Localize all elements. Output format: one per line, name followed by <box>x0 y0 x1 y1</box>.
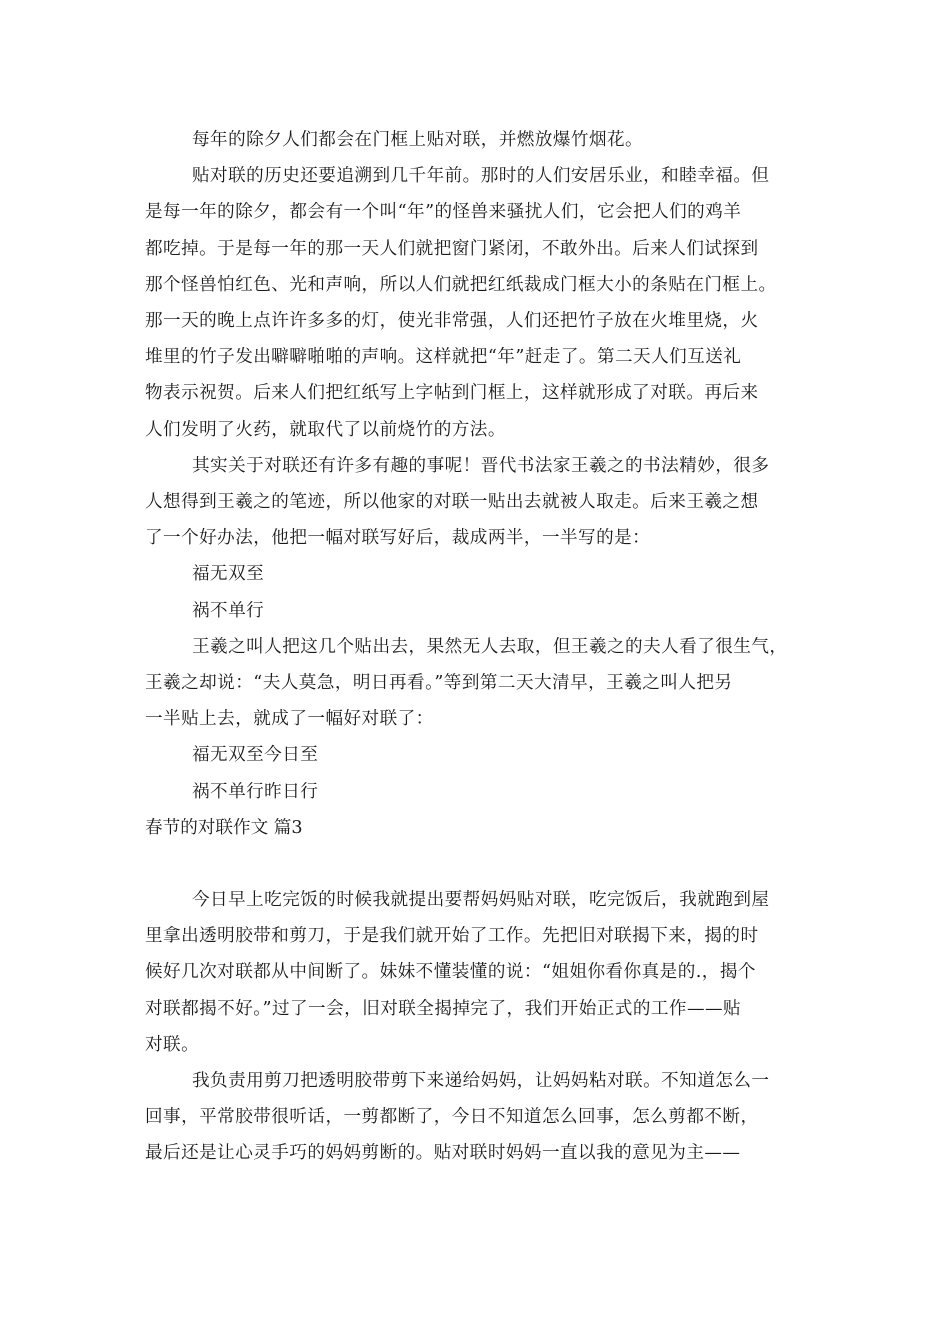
text-line: 堆里的竹子发出噼噼啪啪的声响。这样就把“年”赶走了。第二天人们互送礼 <box>145 347 742 368</box>
text-line: 王羲之却说：“夫人莫急，明日再看。”等到第二天大清早，王羲之叫人把另 <box>145 673 733 694</box>
text-line: 对联都揭不好。”过了一会，旧对联全揭掉完了，我们开始正式的工作——贴 <box>145 998 742 1019</box>
essay-section-2 <box>145 882 825 1172</box>
text-line: 回事，平常胶带很听话，一剪都断了，今日不知道怎么回事，怎么剪都不断， <box>145 1107 759 1128</box>
text-line: 其实关于对联还有许多有趣的事呢！晋代书法家王羲之的书法精妙，很多 <box>192 455 770 476</box>
essay-heading-block <box>145 810 825 846</box>
text-line: 是每一年的除夕，都会有一个叫“年”的怪兽来骚扰人们，它会把人们的鸡羊 <box>145 202 742 223</box>
text-line: 那一天的晚上点许许多多的灯，使光非常强，人们还把竹子放在火堆里烧，火 <box>145 311 759 332</box>
text-line: 王羲之叫人把这几个贴出去，果然无人去取，但王羲之的夫人看了很生气， <box>192 636 788 657</box>
text-line: 对联。 <box>145 1034 200 1055</box>
text-line: 福无双至 <box>192 564 265 585</box>
text-line: 了一个好办法，他把一幅对联写好后，裁成两半，一半写的是： <box>145 528 651 549</box>
essay-section-1 <box>145 122 825 810</box>
text-line: 人们发明了火药，就取代了以前烧竹的方法。 <box>145 419 506 440</box>
text-line: 候好几次对联都从中间断了。妹妹不懂装懂的说：“姐姐你看你真是的.，揭个 <box>145 962 756 983</box>
text-line: 祸不单行 <box>192 600 265 621</box>
text-line: 最后还是让心灵手巧的妈妈剪断的。贴对联时妈妈一直以我的意见为主—— <box>145 1143 741 1164</box>
text-line: 人想得到王羲之的笔迹，所以他家的对联一贴出去就被人取走。后来王羲之想 <box>145 492 759 513</box>
text-line: 物表示祝贺。后来人们把红纸写上字帖到门框上，这样就形成了对联。再后来 <box>145 383 759 404</box>
text-line: 贴对联的历史还要追溯到几千年前。那时的人们安居乐业，和睦幸福。但 <box>192 166 770 187</box>
text-line: 今日早上吃完饭的时候我就提出要帮妈妈贴对联，吃完饭后，我就跑到屋 <box>192 890 770 910</box>
text-line: 都吃掉。于是每一年的那一天人们就把窗门紧闭，不敢外出。后来人们试探到 <box>145 238 759 259</box>
text-line: 一半贴上去，就成了一幅好对联了： <box>145 709 434 730</box>
essay-heading: 春节的对联作文 篇3 <box>145 818 303 838</box>
text-line: 每年的除夕人们都会在门框上贴对联，并燃放爆竹烟花。 <box>192 130 644 150</box>
text-line: 祸不单行昨日行 <box>192 781 319 802</box>
text-line: 里拿出透明胶带和剪刀，于是我们就开始了工作。先把旧对联揭下来，揭的时 <box>145 926 759 947</box>
text-line: 我负责用剪刀把透明胶带剪下来递给妈妈，让妈妈粘对联。不知道怎么一 <box>192 1071 770 1092</box>
text-line: 那个怪兽怕红色、光和声响，所以人们就把红纸裁成门框大小的条贴在门框上。 <box>145 274 777 295</box>
text-line: 福无双至今日至 <box>192 745 319 766</box>
